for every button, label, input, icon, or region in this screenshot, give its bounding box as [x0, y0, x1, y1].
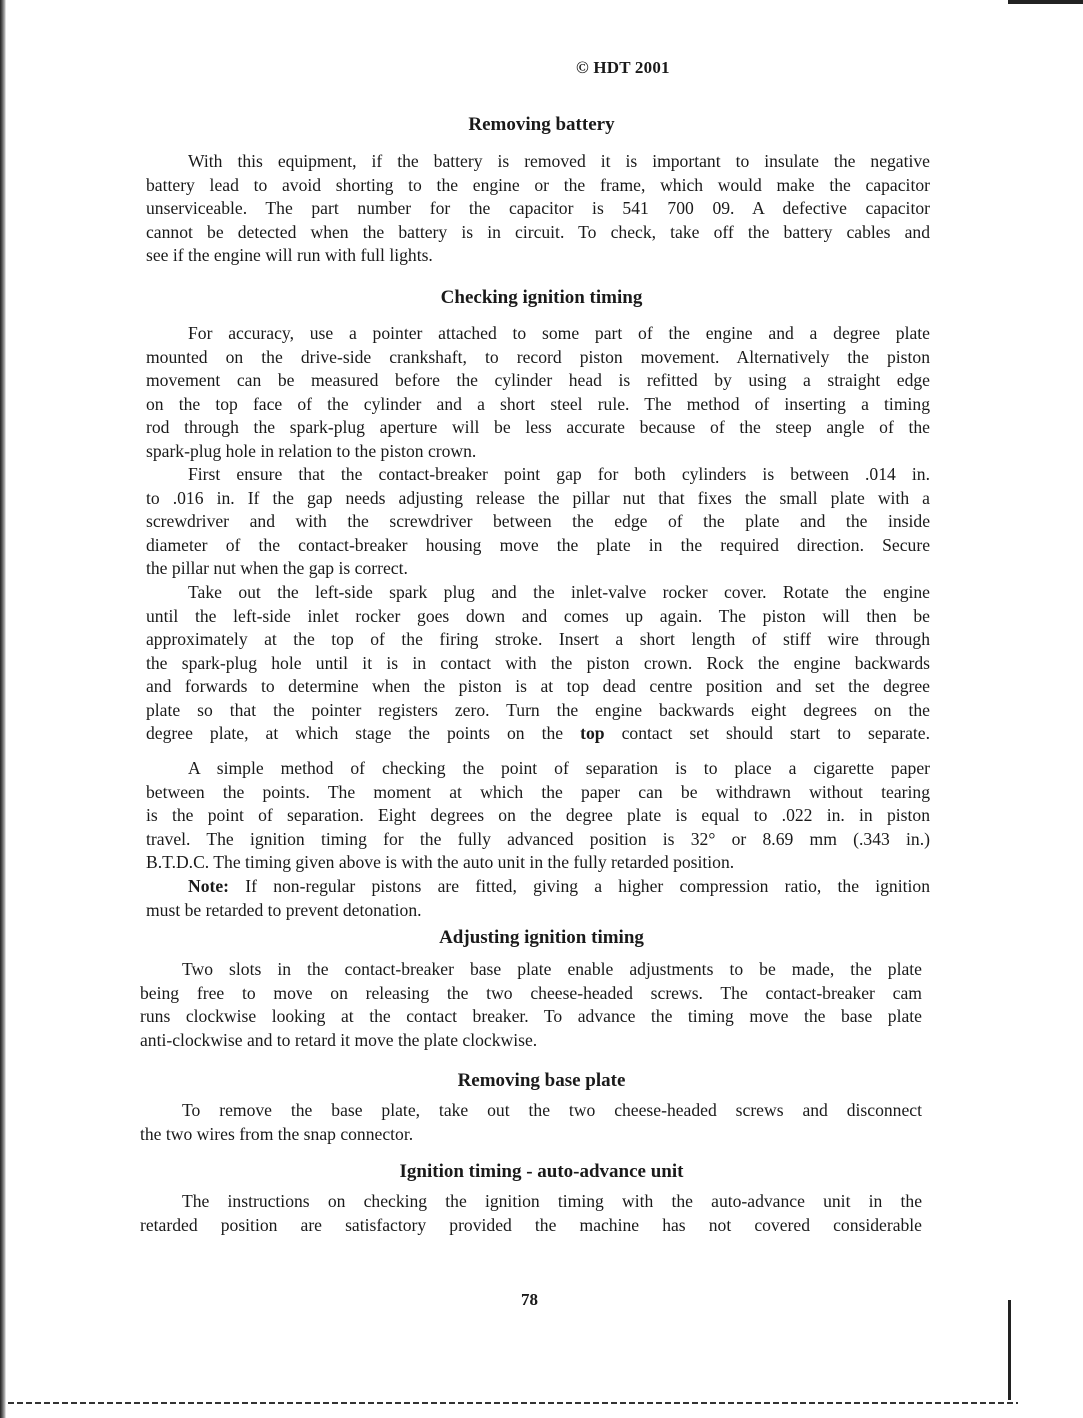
paragraph-removing-battery [146, 150, 930, 268]
text-fragment: degree plate, at which stage the points on the [146, 723, 581, 743]
page-number: 78 [521, 1290, 538, 1309]
text-line: must be retarded to prevent detonation. [146, 899, 422, 920]
heading-removing-battery: Removing battery [468, 114, 615, 135]
text-line: A simple method of checking the point of separation is to place a cigarette paper [188, 758, 930, 778]
text-line: travel. The ignition timing for the fully advanced position is 32° or 8.69 mm (.343 in.) [146, 828, 930, 849]
text-line: the two wires from the snap connector. [140, 1123, 414, 1144]
paragraph-accuracy [146, 322, 930, 463]
text-line: and forwards to determine when the piston is at top dead centre position and set the degree [146, 676, 930, 696]
heading-removing-base-plate: Removing base plate [457, 1070, 626, 1091]
heading-auto-advance-unit: Ignition timing - auto-advance unit [399, 1161, 684, 1182]
text-line: battery lead to avoid shorting to the engine or the frame, which would make the capacitor [146, 174, 930, 195]
text-line: To remove the base plate, take out the two cheese-headed screws and disconnect [182, 1100, 922, 1120]
text-line: B.T.D.C. The timing given above is with the auto unit in the fully retarded position. [146, 852, 735, 872]
paragraph-base-plate [140, 1099, 922, 1146]
text-line: cannot be detected when the battery is in circuit. To check, take off the battery cables and [146, 221, 930, 242]
text-line: plate so that the pointer registers zero. Turn the engine backwards eight degrees on the [146, 699, 930, 720]
text-line: between the points. The moment at which the paper can be withdrawn without tearing [146, 781, 930, 802]
text-line: retarded position are satisfactory provided the machine has not covered considerable [140, 1214, 922, 1235]
scan-edge-top [1008, 0, 1083, 4]
text-line: screwdriver and with the screwdriver between the edge of the plate and the inside [146, 511, 930, 531]
paragraph-cigarette-paper [146, 757, 930, 875]
text-line: The instructions on checking the ignition timing with the auto-advance unit in the [182, 1191, 922, 1211]
copyright-notice: © HDT 2001 [576, 58, 670, 77]
paragraph-spark-plug [146, 581, 930, 746]
heading-checking-ignition-timing: Checking ignition timing [440, 287, 643, 308]
text-line: to .016 in. If the gap needs adjusting release the pillar nut that fixes the small plate with a [146, 487, 930, 508]
text-line: Two slots in the contact-breaker base plate enable adjustments to be made, the plate [182, 959, 922, 979]
heading-adjusting-ignition-timing: Adjusting ignition timing [439, 927, 644, 948]
scan-edge-bottom [8, 1402, 1018, 1404]
text-line: diameter of the contact-breaker housing move the plate in the required direction. Secure [146, 534, 930, 555]
text-line: approximately at the top of the firing stroke. Insert a short length of stiff wire through [146, 629, 930, 649]
text-line: the pillar nut when the gap is correct. [146, 558, 408, 578]
note-label: Note: [188, 876, 230, 896]
scan-edge-right [1008, 1300, 1011, 1400]
text-line: anti-clockwise and to retard it move the plate clockwise. [140, 1029, 538, 1050]
paragraph-note [146, 875, 930, 922]
text-line: For accuracy, use a pointer attached to some part of the engine and a degree plate [188, 323, 930, 343]
text-line: First ensure that the contact-breaker point gap for both cylinders is between .014 in. [188, 464, 930, 484]
text-fragment: If non-regular pistons are fitted, giving a higher compression ratio, the ignition [229, 876, 930, 896]
text-line [146, 875, 930, 899]
text-line: see if the engine will run with full lights. [146, 245, 433, 265]
scan-edge-left [0, 0, 6, 1418]
text-line: unserviceable. The part number for the capacitor is 541 700 09. A defective capacitor [146, 198, 930, 218]
text-line: movement can be measured before the cylinder head is refitted by using a straight edge [146, 370, 930, 390]
text-line: spark-plug hole in relation to the piston crown. [146, 440, 477, 461]
text-line: on the top face of the cylinder and a short steel rule. The method of inserting a timing [146, 393, 930, 414]
paragraph-point-gap [146, 463, 930, 581]
paragraph-auto-advance [140, 1190, 922, 1237]
text-line: until the left-side inlet rocker goes down and comes up again. The piston will then be [146, 605, 930, 626]
text-line: is the point of separation. Eight degrees on the degree plate is equal to .022 in. in piston [146, 805, 930, 825]
text-line: Take out the left-side spark plug and the inlet-valve rocker cover. Rotate the engine [188, 582, 930, 602]
text-line: rod through the spark-plug aperture will be less accurate because of the steep angle of the [146, 417, 930, 437]
paragraph-adjusting [140, 958, 922, 1052]
text-line: runs clockwise looking at the contact breaker. To advance the timing move the base plate [140, 1006, 922, 1026]
text-line: the spark-plug hole until it is in contact with the piston crown. Rock the engine backwards [146, 652, 930, 673]
text-line: mounted on the drive-side crankshaft, to record piston movement. Alternatively the piston [146, 346, 930, 367]
text-line: being free to move on releasing the two cheese-headed screws. The contact-breaker cam [140, 982, 922, 1003]
text-line: With this equipment, if the battery is removed it is important to insulate the negative [188, 151, 930, 171]
text-fragment: contact set should start to separate. [604, 723, 931, 743]
text-line [146, 722, 930, 746]
bold-term-top: top [580, 723, 605, 743]
